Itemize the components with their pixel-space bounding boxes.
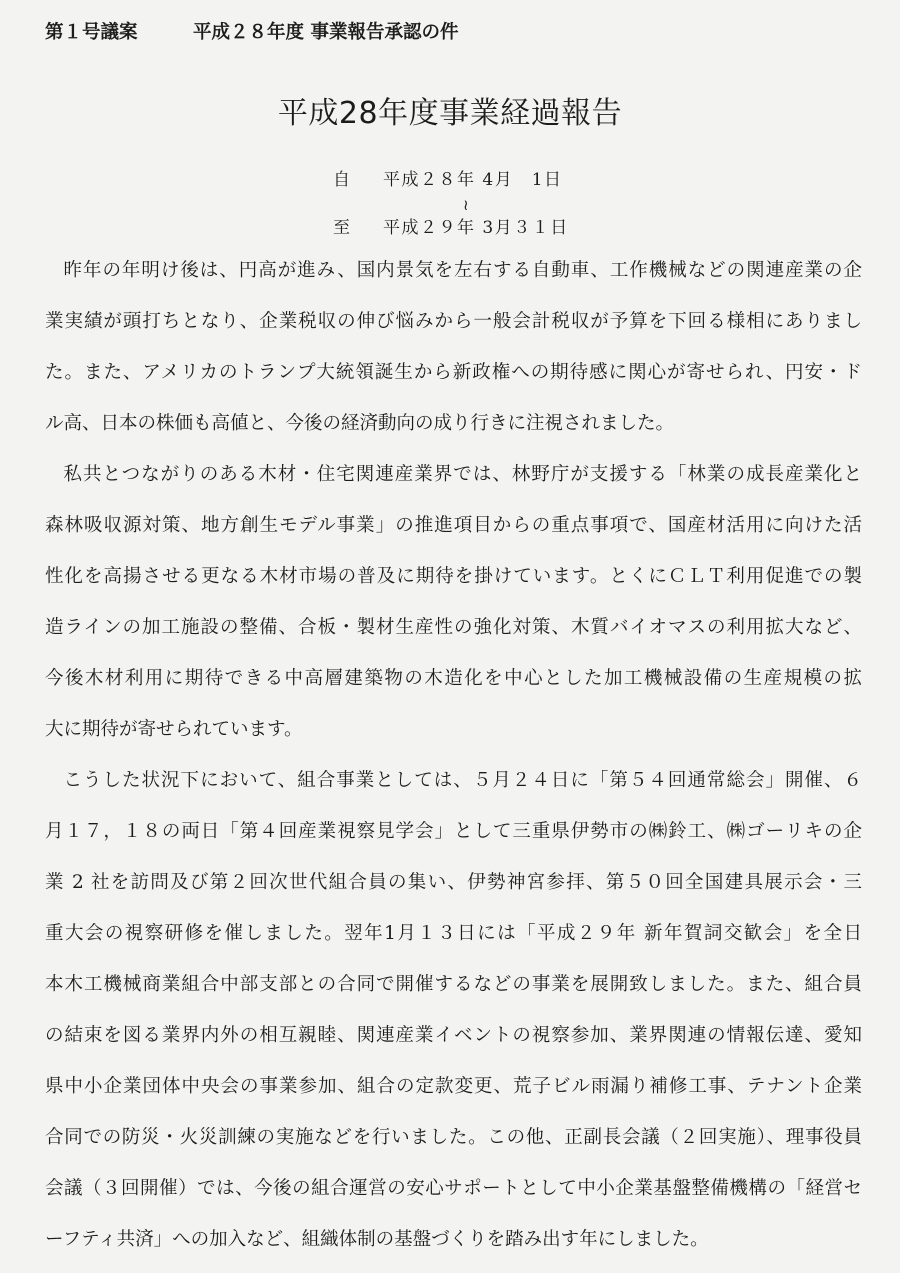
paragraph-line: 業 2 社を訪問及び第２回次世代組合員の集い、伊勢神宮参拝、第５０回全国建具展示会・三 [45,872,862,893]
paragraph-line: た。また、アメリカのトランプ大統領誕生から新政権への期待感に関心が寄せられ、円安・ド [45,362,862,383]
paragraph-line: 森林吸収源対策、地方創生モデル事業」の推進項目からの重点事項で、国産材活用に向けた活 [45,515,862,536]
paragraph-line: ル高、日本の株価も高値と、今後の経済動向の成り行きに注視されました。 [45,413,675,434]
report-title: 平成28年度事業経過報告 [277,96,623,131]
paragraph-line: 本木工機械商業組合中部支部との合同で開催するなどの事業を展開致しました。また、組合員 [45,974,862,995]
paragraph-line: ーフティ共済」への加入など、組織体制の基盤づくりを踏み出す年にしました。 [45,1229,709,1250]
period-from-date: 平成２８年 4月 1日 [383,170,563,190]
paragraph-line: 性化を高揚させる更なる木材市場の普及に期待を掛けています。とくにＣＬＴ利用促進での製 [45,566,862,587]
paragraph-line: 今後木材利用に期待できる中高層建築物の木造化を中心とした加工機械設備の生産規模の拡 [45,668,862,689]
paragraph-line: こうした状況下において、組合事業としては、５月２４日に「第５４回通常総会」開催、６ [63,770,862,791]
paragraph-2 [45,449,862,755]
paragraph-line: 大に期待が寄せられています。 [45,719,303,740]
period-to-label: 至 [333,218,350,238]
report-body [45,245,862,1265]
period-from [0,168,900,192]
period-separator: ≀ [463,196,469,214]
paragraph-line: の結束を図る業界内外の相互親睦、関連産業イベントの視察参加、業界関連の情報伝達、愛知 [45,1025,862,1046]
period-from-label: 自 [333,170,350,190]
paragraph-line: 合同での防災・火災訓練の実施などを行いました。この他、正副長会議（２回実施）、理事役員 [45,1127,862,1148]
paragraph-line: 造ラインの加工施設の整備、合板・製材生産性の強化対策、木質バイオマスの利用拡大など、 [45,617,862,638]
paragraph-line: 重大会の視察研修を催しました。翌年1月１３日には「平成２９年 新年賀詞交歓会」を全日 [45,923,862,944]
paragraph-line: 私共とつながりのある木材・住宅関連産業界では、林野庁が支援する「林業の成長産業化と [63,464,862,485]
period-to-date: 平成２９年 3月３１日 [383,218,569,238]
agenda-number: 第１号議案 [45,22,138,43]
paragraph-line: 昨年の年明け後は、円高が進み、国内景気を左右する自動車、工作機械などの関連産業の企 [63,260,862,281]
period-to [0,216,900,240]
paragraph-line: 会議（３回開催）では、今後の組合運営の安心サポートとして中小企業基盤整備機構の「経営セ [45,1178,862,1199]
paragraph-line: 業実績が頭打ちとなり、企業税収の伸び悩みから一般会計税収が予算を下回る様相にありまし [45,311,862,332]
agenda-subject: 平成２８年度 事業報告承認の件 [193,22,459,43]
paragraph-line: 県中小企業団体中央会の事業参加、組合の定款変更、荒子ビル雨漏り補修工事、テナント企業 [45,1076,862,1097]
paragraph-1 [45,245,862,449]
paragraph-line: 月１７，１８の両日「第４回産業視察見学会」として三重県伊勢市の㈱鈴工、㈱ゴーリキの企 [45,821,862,842]
paragraph-3 [45,755,862,1265]
